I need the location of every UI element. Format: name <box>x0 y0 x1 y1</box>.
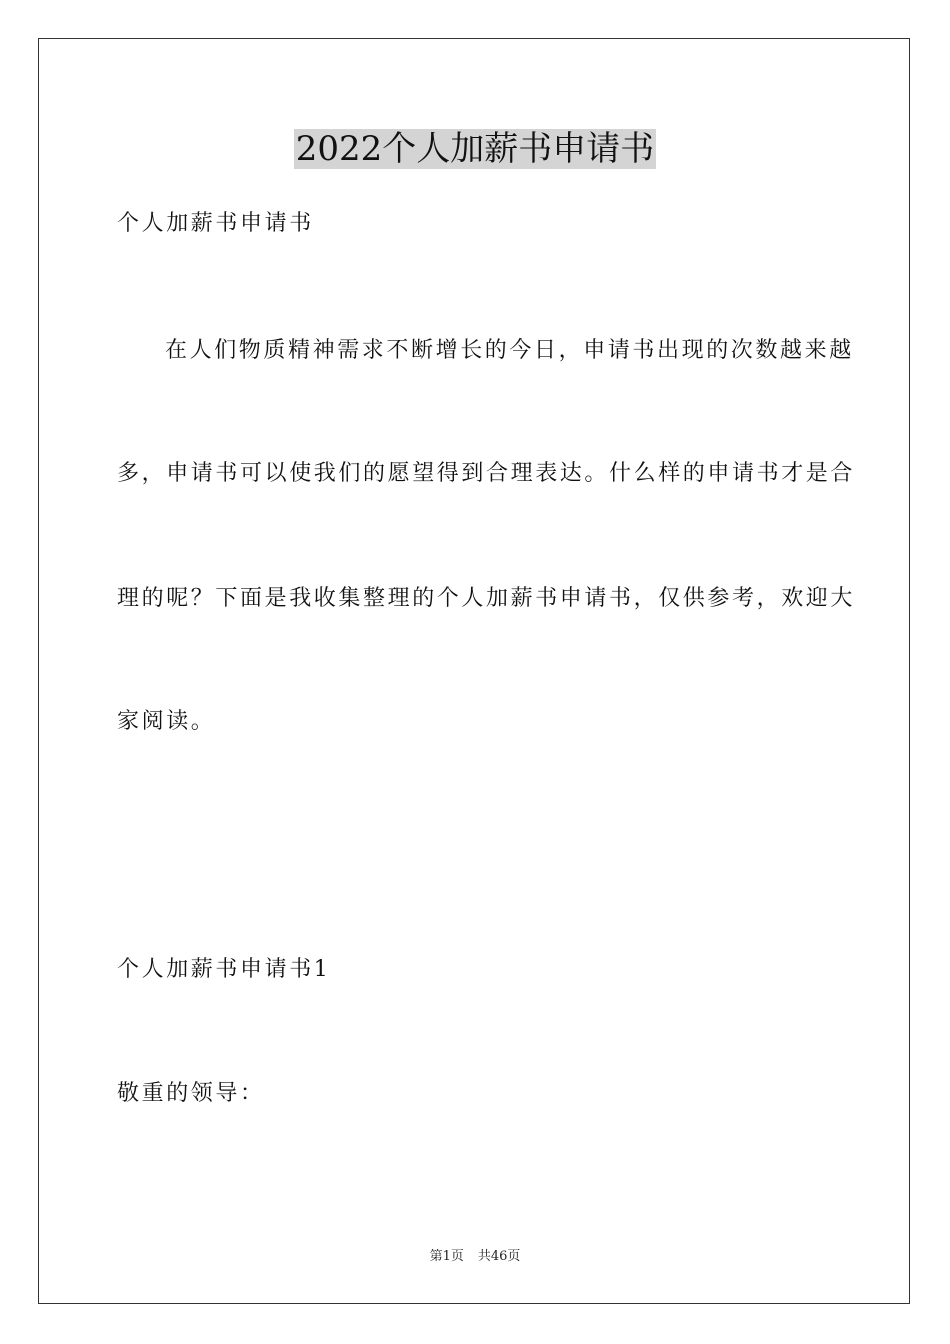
intro-line-2: 多，申请书可以使我们的愿望得到合理表达。什么样的申请书才是合 <box>117 461 856 486</box>
page-footer <box>0 1248 950 1266</box>
section-heading: 个人加薪书申请书1 <box>117 957 331 982</box>
document-title-text: 2022个人加薪书申请书 <box>295 129 655 169</box>
salutation: 敬重的领导： <box>117 1081 265 1106</box>
intro-line-1: 在人们物质精神需求不断增长的今日，申请书出现的次数越来越 <box>165 338 854 363</box>
document-title <box>0 128 950 170</box>
intro-line-3: 理的呢？下面是我收集整理的个人加薪书申请书，仅供参考，欢迎大 <box>117 586 856 611</box>
page-number: 第1页 <box>429 1249 464 1264</box>
subtitle: 个人加薪书申请书 <box>117 211 314 236</box>
total-pages: 共46页 <box>477 1249 521 1264</box>
intro-line-4: 家阅读。 <box>117 709 216 734</box>
